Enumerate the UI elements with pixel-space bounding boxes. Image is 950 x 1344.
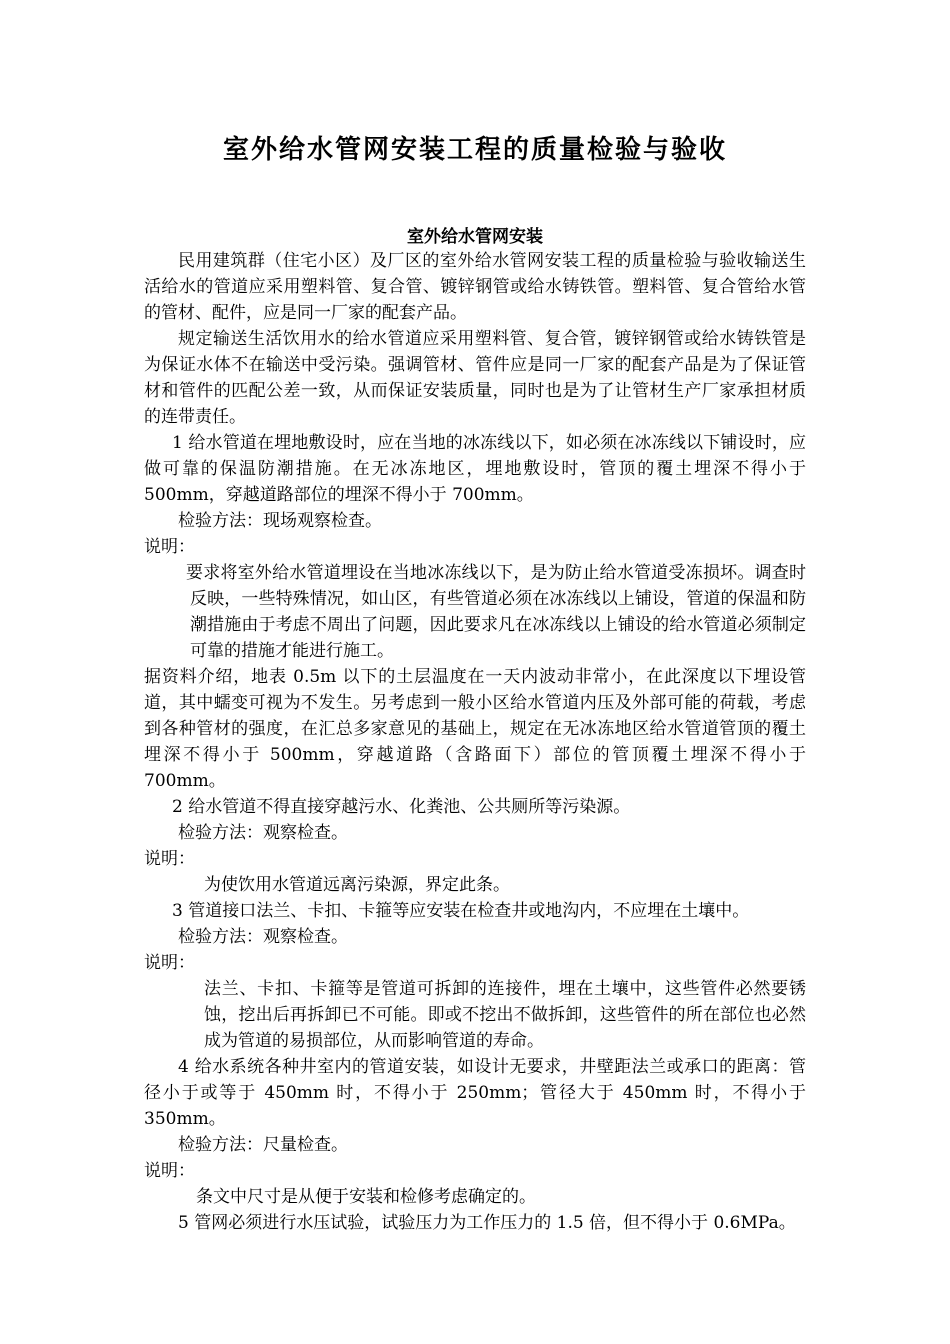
inspection-method: 检验方法：观察检查。: [178, 823, 348, 843]
inspection-method: 检验方法：现场观察检查。: [178, 511, 382, 531]
clause-item: 2 给水管道不得直接穿越污水、化粪池、公共厕所等污染源。: [172, 797, 631, 817]
inspection-method: 检验方法：尺量检查。: [178, 1135, 348, 1155]
clause-item: 4 给水系统各种井室内的管道安装，如设计无要求，井壁距法兰或承口的距离：管径小于或等于 450mm 时，不得小于 250mm；管径大于 450mm 时，不得小于 350mm。: [144, 1057, 806, 1129]
note-label: 说明：: [144, 1161, 195, 1181]
note-text: 要求将室外给水管道埋设在当地冰冻线以下，是为防止给水管道受冻损坏。调查时反映，一些特殊情况，如山区，有些管道必须在冰冻线以上铺设，管道的保温和防潮措施由于考虑不周出了问题，因此要求凡在冰冻线以上铺设的给水管道必须制定可靠的措施才能进行施工。: [186, 563, 806, 661]
note-label: 说明：: [144, 849, 195, 869]
paragraph: 据资料介绍，地表 0.5m 以下的土层温度在一天内波动非常小，在此深度以下埋设管道，其中蠕变可视为不发生。另考虑到一般小区给水管道内压及外部可能的荷载，考虑到各种管材的强度，在汇总多家意见的基础上，规定在无冰冻地区给水管道管顶的覆土埋深不得小于 500mm，穿越道路（含路面下）部位的管顶覆土埋深不得小于 700mm。: [144, 667, 806, 791]
paragraph: 民用建筑群（住宅小区）及厂区的室外给水管网安装工程的质量检验与验收输送生活给水的管道应采用塑料管、复合管、镀锌钢管或给水铸铁管。塑料管、复合管给水管的管材、配件，应是同一厂家的配套产品。: [144, 251, 806, 323]
note-text: 法兰、卡扣、卡箍等是管道可拆卸的连接件，埋在土壤中，这些管件必然要锈蚀，挖出后再拆卸已不可能。即或不挖出不做拆卸，这些管件的所在部位也必然成为管道的易损部位，从而影响管道的寿命。: [204, 979, 806, 1051]
inspection-method: 检验方法：观察检查。: [178, 927, 348, 947]
clause-item: 5 管网必须进行水压试验，试验压力为工作压力的 1.5 倍，但不得小于 0.6MPa。: [178, 1213, 796, 1233]
note-text: 为使饮用水管道远离污染源，界定此条。: [204, 875, 510, 895]
clause-item: 1 给水管道在埋地敷设时，应在当地的冰冻线以下，如必须在冰冻线以下铺设时，应做可靠的保温防潮措施。在无冰冻地区，埋地敷设时，管顶的覆土埋深不得小于 500mm，穿越道路部位的埋深不得小于 700mm。: [144, 433, 806, 505]
section-heading: 室外给水管网安装: [407, 227, 543, 247]
document-title: 室外给水管网安装工程的质量检验与验收: [222, 135, 727, 165]
document-body: [144, 248, 806, 1236]
note-label: 说明：: [144, 953, 195, 973]
note-text: 条文中尺寸是从便于安装和检修考虑确定的。: [196, 1187, 536, 1207]
note-label: 说明：: [144, 537, 195, 557]
clause-item: 3 管道接口法兰、卡扣、卡箍等应安装在检查井或地沟内，不应埋在土壤中。: [172, 901, 750, 921]
paragraph: 规定输送生活饮用水的给水管道应采用塑料管、复合管，镀锌钢管或给水铸铁管是为保证水体不在输送中受污染。强调管材、管件应是同一厂家的配套产品是为了保证管材和管件的匹配公差一致，从而保证安装质量，同时也是为了让管材生产厂家承担材质的连带责任。: [144, 329, 806, 427]
